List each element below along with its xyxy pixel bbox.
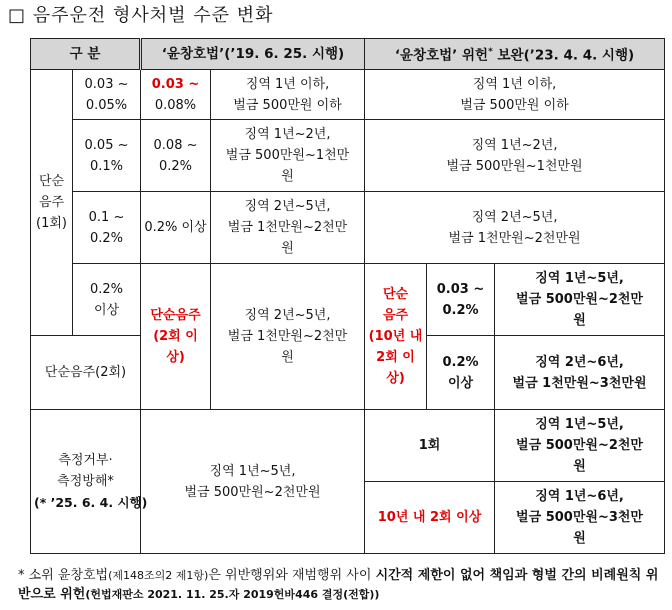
footnote-small2: (헌법재판소 2021. 11. 25.자 2019헌바446 결정(전합)) (85, 588, 380, 601)
bac-old-2: 0.05 ~ 0.1% (73, 120, 141, 192)
repeat-new-group: 단순 음주 (10년 내 2회 이 상) (365, 264, 427, 410)
header-amendment: ‘윤창호법’ 위헌* 보완(’23. 4. 4. 시행) (365, 39, 665, 70)
bac-new-1 (141, 70, 211, 120)
repeat-sub1-bac: 0.03 ~ 0.2% (427, 264, 495, 336)
bac-new-3: 0.2% 이상 (141, 192, 211, 264)
footnote-small1: (제148조의2 제1항) (108, 569, 209, 582)
refusal-label-main: 측정거부· 측정방해* (57, 453, 114, 489)
repeat-old-penalty: 징역 2년~5년, 벌금 1천만원~2천만 원 (211, 264, 365, 410)
bac-new-1-start: 0.03 ~ (151, 76, 200, 92)
repeat-sub2-penalty: 징역 2년~6년, 벌금 1천만원~3천만원 (495, 336, 665, 410)
refusal-second-penalty: 징역 1년~6년, 벌금 500만원~3천만 원 (495, 482, 665, 554)
simple-group-label: 단순 음주 (1회) (31, 70, 73, 336)
old-penalty-1: 징역 1년 이하, 벌금 500만원 이하 (211, 70, 365, 120)
refusal-label-date: (* ’25. 6. 4. 시행) (34, 495, 148, 510)
refusal-first-label: 1회 (365, 410, 495, 482)
header-category: 구 분 (31, 39, 141, 70)
new-penalty-3: 징역 2년~5년, 벌금 1천만원~2천만원 (365, 192, 665, 264)
repeat-sub2-bac: 0.2% 이상 (427, 336, 495, 410)
old-penalty-2: 징역 1년~2년, 벌금 500만원~1천만 원 (211, 120, 365, 192)
footnote (18, 566, 666, 604)
refusal-first-penalty: 징역 1년~5년, 벌금 500만원~2천만 원 (495, 410, 665, 482)
footnote-text2: 은 위반행위와 재범행위 사이 (208, 568, 376, 583)
page-title: □ 음주운전 형사처벌 수준 변화 (8, 5, 274, 26)
bac-old-1: 0.03 ~ 0.05% (73, 70, 141, 120)
footnote-text1: 소위 윤창호법 (24, 568, 109, 583)
repeat-mid-label: 단순음주 (2회 이상) (141, 264, 211, 410)
bac-old-3: 0.1 ~ 0.2% (73, 192, 141, 264)
footnote-star: * (18, 568, 25, 583)
penalty-table (30, 38, 665, 554)
header-yoon-law: ‘윤창호법’(’19. 6. 25. 시행) (141, 39, 365, 70)
bac-new-1-end: 0.08% (154, 97, 197, 113)
bac-new-2: 0.08 ~ 0.2% (141, 120, 211, 192)
footnote-bold1: 시간적 제한이 없어 책임과 형벌 간의 비례원칙 위반으로 위헌 (18, 568, 659, 602)
bac-old-4: 0.2% 이상 (73, 264, 141, 336)
repeat-sub1-penalty: 징역 1년~5년, 벌금 500만원~2천만 원 (495, 264, 665, 336)
old-penalty-3: 징역 2년~5년, 벌금 1천만원~2천만 원 (211, 192, 365, 264)
refusal-old-penalty: 징역 1년~5년, 벌금 500만원~2천만원 (141, 410, 365, 554)
refusal-label (31, 410, 148, 554)
repeat-label: 단순음주(2회) (31, 336, 141, 410)
new-penalty-2: 징역 1년~2년, 벌금 500만원~1천만원 (365, 120, 665, 192)
new-penalty-1: 징역 1년 이하, 벌금 500만원 이하 (365, 70, 665, 120)
refusal-second-label: 10년 내 2회 이상 (365, 482, 495, 554)
